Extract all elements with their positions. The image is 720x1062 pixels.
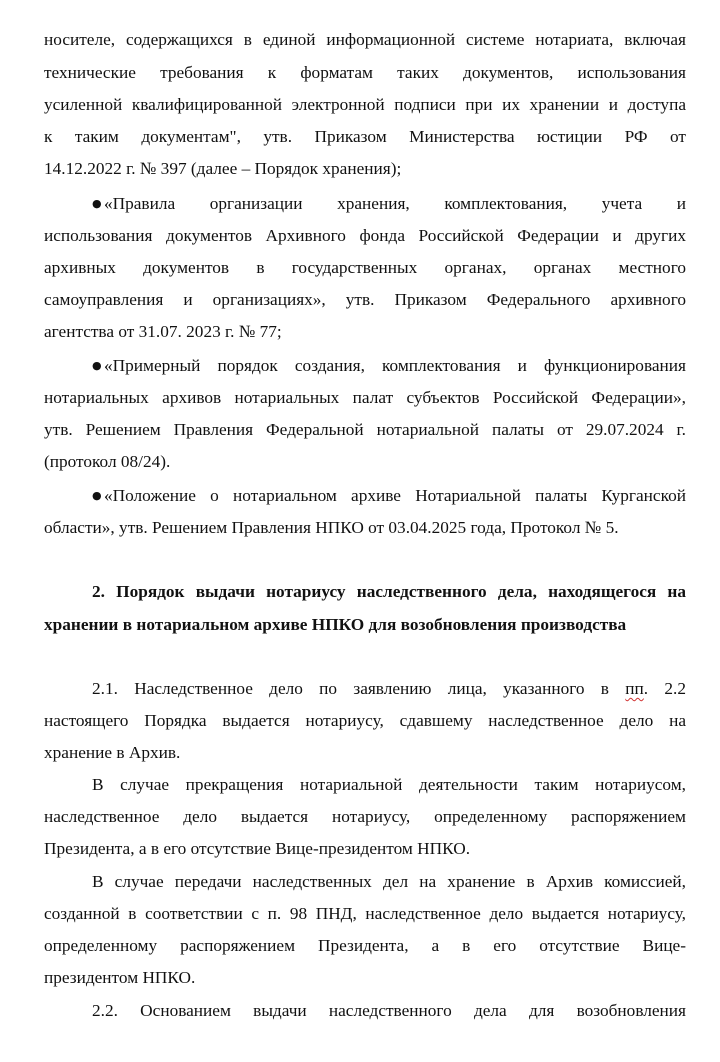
bullet-3-mark: ● xyxy=(92,489,102,502)
bullet-1-line-4: самоуправления и организациях», утв. Приказом Федерального архивного xyxy=(44,290,686,309)
para-2-1c-line-3: определенному распоряжением Президента, а в его отсутствие Вице- xyxy=(44,936,686,955)
bullet-2-line-4: (протокол 08/24). xyxy=(44,452,171,471)
intro-line-5: 14.12.2022 г. № 397 (далее – Порядок хранения); xyxy=(44,159,402,178)
section-2-heading-line-2: хранении в нотариальном архиве НПКО для возобновления производства xyxy=(44,615,627,634)
bullet-3-line-1: «Положение о нотариальном архиве Нотариальной палаты Курганской xyxy=(104,486,686,505)
spelling-marked-word: пп xyxy=(625,679,644,698)
para-2-1c-line-4: президентом НПКО. xyxy=(44,968,196,987)
para-2-1-line-2: настоящего Порядка выдается нотариусу, сдавшему наследственное дело на xyxy=(44,711,686,730)
bullet-1-line-2: использования документов Архивного фонда Российской Федерации и других xyxy=(44,226,686,245)
intro-line-2: технические требования к форматам таких документов, использования xyxy=(44,63,686,82)
bullet-1-mark: ● xyxy=(92,197,102,210)
intro-line-4: к таким документам", утв. Приказом Министерства юстиции РФ от xyxy=(44,127,686,146)
intro-line-1: носителе, содержащихся в единой информационной системе нотариата, включая xyxy=(44,30,686,49)
para-2-1b-line-1: В случае прекращения нотариальной деятельности таким нотариусом, xyxy=(92,775,686,794)
para-2-1b-line-2: наследственное дело выдается нотариусу, определенному распоряжением xyxy=(44,807,686,826)
intro-line-3: усиленной квалифицированной электронной подписи при их хранении и доступа xyxy=(44,95,686,114)
bullet-2-line-1: «Примерный порядок создания, комплектования и функционирования xyxy=(104,356,686,375)
bullet-3-line-2: области», утв. Решением Правления НПКО от 03.04.2025 года, Протокол № 5. xyxy=(44,518,619,537)
bullet-2-line-2: нотариальных архивов нотариальных палат субъектов Российской Федерации», xyxy=(44,388,686,407)
bullet-1-line-5: агентства от 31.07. 2023 г. № 77; xyxy=(44,322,282,341)
section-2-heading-line-1: 2. Порядок выдачи нотариусу наследственного дела, находящегося на xyxy=(92,582,686,601)
bullet-2-mark: ● xyxy=(92,359,102,372)
para-2-2-line-1: 2.2. Основанием выдачи наследственного дела для возобновления xyxy=(92,1001,686,1020)
para-2-1b-line-3: Президента, а в его отсутствие Вице-президентом НПКО. xyxy=(44,839,471,858)
para-2-1c-line-2: созданной в соответствии с п. 98 ПНД, наследственное дело выдается нотариусу, xyxy=(44,904,686,923)
para-2-1-line-1 xyxy=(92,678,686,700)
para-2-1-line-1-text: 2.1. Наследственное дело по заявлению лица, указанного в xyxy=(92,679,609,698)
bullet-2-line-3: утв. Решением Правления Федеральной нотариальной палаты от 29.07.2024 г. xyxy=(44,420,686,439)
bullet-1-line-3: архивных документов в государственных органах, органах местного xyxy=(44,258,686,277)
para-2-1-line-1-end: . 2.2 xyxy=(643,679,686,698)
bullet-1-line-1: «Правила организации хранения, комплектования, учета и xyxy=(104,194,686,213)
para-2-1-line-3: хранение в Архив. xyxy=(44,743,181,762)
para-2-1c-line-1: В случае передачи наследственных дел на хранение в Архив комиссией, xyxy=(92,872,686,891)
